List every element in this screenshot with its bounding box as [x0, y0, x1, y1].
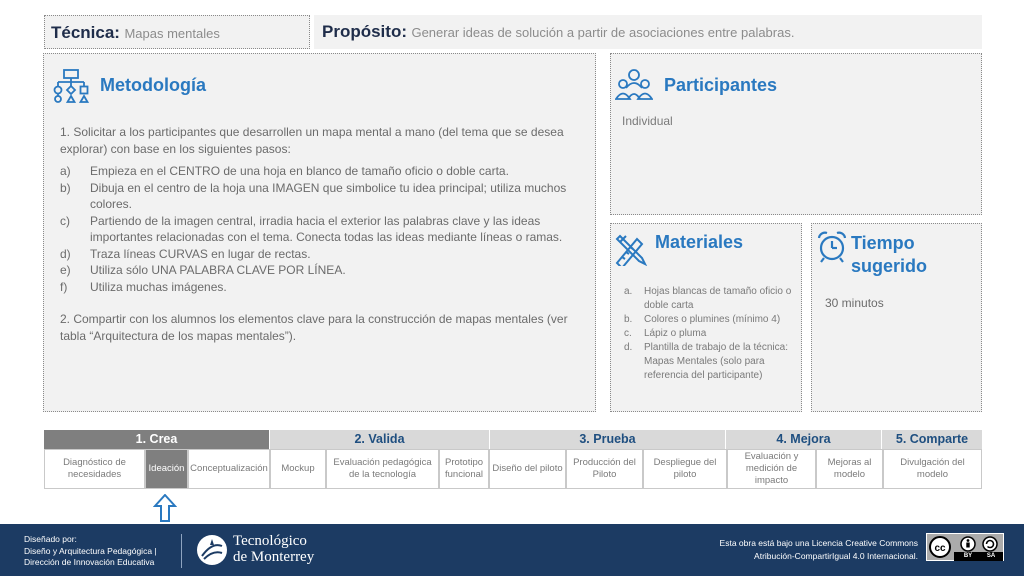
metodologia-steps	[60, 163, 576, 295]
step-evaluacion-pedagogica[interactable]: Evaluación pedagógica de la tecnología	[326, 449, 439, 489]
alarm-clock-icon	[816, 230, 848, 264]
metodologia-intro: 1. Solicitar a los participantes que desarrollen un mapa mental a mano (del tema que se desea explorar) con base en los siguientes pasos:	[60, 125, 564, 156]
by-person-icon	[960, 536, 976, 552]
step-ideacion[interactable]: Ideación	[145, 449, 188, 489]
tecnica-value: Mapas mentales	[124, 26, 220, 41]
list-item: e) Utiliza sólo UNA PALABRA CLAVE POR LÍNEA.	[60, 263, 346, 277]
step-produccion-piloto[interactable]: Producción del Piloto	[566, 449, 643, 489]
license-text: Esta obra está bajo una Licencia Creative Commons Atribución-CompartirIgual 4.0 Internacional.	[719, 538, 918, 561]
metodologia-title: Metodología	[100, 75, 206, 95]
tecnica-label: Técnica:	[51, 23, 120, 42]
list-item: c. Lápiz o pluma	[624, 328, 707, 339]
metodologia-content	[60, 124, 576, 344]
phase-mejora[interactable]: 4. Mejora	[726, 430, 882, 449]
step-evaluacion-impacto[interactable]: Evaluación y medición de impacto	[727, 449, 816, 489]
proposito-label: Propósito:	[322, 22, 407, 41]
cc-icon	[929, 536, 951, 558]
list-item: a) Empieza en el CENTRO de una hoja en blanco de tamaño oficio o doble carta.	[60, 164, 509, 178]
step-divulgacion[interactable]: Divulgación del modelo	[883, 449, 982, 489]
step-prototipo[interactable]: Prototipo funcional	[439, 449, 489, 489]
metodologia-outro: 2. Compartir con los alumnos los elementos clave para la construcción de mapas mentales (ver tabla “Arquitectura de los mapas mentales”).	[60, 312, 568, 343]
list-item: f) Utiliza muchas imágenes.	[60, 279, 227, 294]
footer-bar	[0, 524, 1024, 576]
tec-logo-seal-icon	[196, 534, 228, 566]
list-item: b) Dibuja en el centro de la hoja una IMAGEN que simbolice tu idea principal; utiliza muchos colores.	[60, 180, 567, 211]
list-item: c) Partiendo de la imagen central, irradia hacia el exterior las palabras clave y las ideas importantes relacionadas con el tema. Conecta todas las ideas mediante líneas o ramas.	[60, 213, 563, 244]
list-item: d) Traza líneas CURVAS en lugar de rectas.	[60, 246, 311, 261]
tec-logo-text: Tecnológico de Monterrey	[233, 533, 315, 565]
tiempo-value: 30 minutos	[825, 296, 884, 310]
sa-icon	[982, 536, 998, 552]
list-item: b. Colores o plumines (mínimo 4)	[624, 314, 781, 325]
step-diseno-piloto[interactable]: Diseño del piloto	[489, 449, 566, 489]
step-mockup[interactable]: Mockup	[270, 449, 326, 489]
cc-badge[interactable]	[926, 533, 1004, 561]
tecnica-box	[44, 15, 310, 49]
step-conceptualizacion[interactable]: Conceptualización	[188, 449, 270, 489]
flowchart-icon	[52, 68, 90, 104]
step-despliegue[interactable]: Despliegue del piloto	[643, 449, 727, 489]
cc-by-label: BY	[954, 552, 982, 561]
phase-comparte[interactable]: 5. Comparte	[882, 430, 982, 449]
step-mejoras[interactable]: Mejoras al modelo	[816, 449, 883, 489]
phase-valida[interactable]: 2. Valida	[270, 430, 490, 449]
cc-sa-label: SA	[979, 552, 1003, 561]
list-item: d. Plantilla de trabajo de la técnica: Mapas Mentales (solo para referencia del participante)	[624, 342, 788, 381]
footer-divider	[181, 534, 182, 568]
svg-text:cc: cc	[934, 543, 946, 554]
materiales-list	[624, 285, 796, 383]
proposito-value: Generar ideas de solución a partir de asociaciones entre palabras.	[411, 25, 795, 40]
list-item: a. Hojas blancas de tamaño oficio o doble carta	[624, 286, 792, 311]
phase-prueba[interactable]: 3. Prueba	[490, 430, 726, 449]
pencil-ruler-icon	[614, 230, 648, 266]
people-icon	[615, 66, 653, 102]
up-arrow-icon	[153, 494, 177, 522]
participantes-title: Participantes	[664, 75, 778, 95]
participantes-value: Individual	[622, 114, 673, 128]
step-diagnostico[interactable]: Diagnóstico de necesidades	[44, 449, 145, 489]
proposito-box	[314, 15, 982, 49]
tiempo-title: Tiempo sugerido	[851, 233, 928, 276]
materiales-title: Materiales	[655, 232, 744, 252]
phase-crea[interactable]: 1. Crea	[44, 430, 270, 449]
designed-by: Diseñado por: Diseño y Arquitectura Pedagógica | Dirección de Innovación Educativa	[24, 534, 157, 567]
